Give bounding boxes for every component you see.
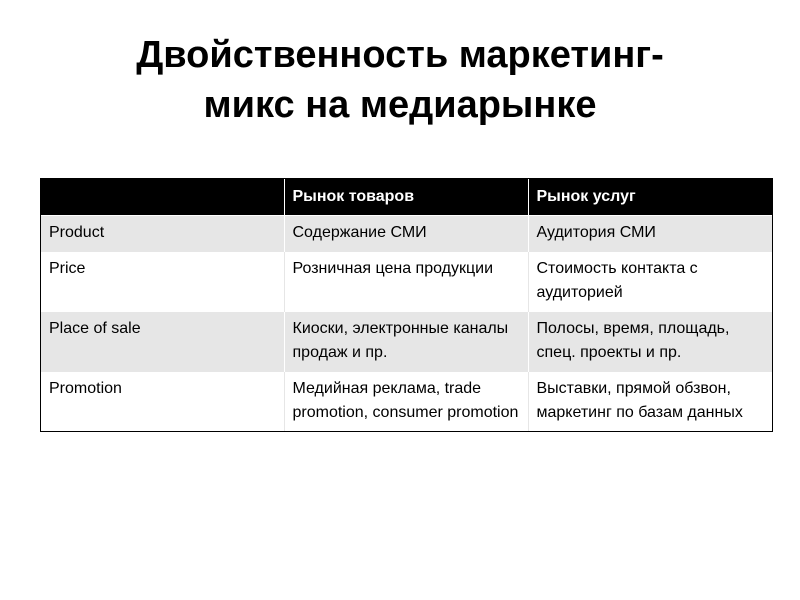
table-row-product — [41, 216, 772, 252]
row-label: Product — [41, 216, 284, 252]
header-goods-market: Рынок товаров — [284, 179, 528, 216]
goods-cell: Содержание СМИ — [284, 216, 528, 252]
services-cell: Стоимость контакта с аудиторией — [528, 252, 772, 312]
goods-cell: Киоски, электронные каналы продаж и пр. — [284, 312, 528, 372]
goods-cell: Розничная цена продукции — [284, 252, 528, 312]
goods-cell: Медийная реклама, trade promotion, consumer promotion — [284, 372, 528, 432]
table-row-promotion — [41, 372, 772, 432]
services-cell: Выставки, прямой обзвон, маркетинг по базам данных — [528, 372, 772, 432]
header-empty — [41, 179, 284, 216]
table-row-place-of-sale — [41, 312, 772, 372]
marketing-mix-table — [40, 178, 773, 432]
services-cell: Аудитория СМИ — [528, 216, 772, 252]
row-label: Promotion — [41, 372, 284, 432]
row-label: Price — [41, 252, 284, 312]
page-title-line-1: Двойственность маркетинг- — [136, 34, 664, 76]
row-label: Place of sale — [41, 312, 284, 372]
table-header-row — [41, 179, 772, 216]
services-cell: Полосы, время, площадь, спец. проекты и пр. — [528, 312, 772, 372]
page-title-line-2: микс на медиарынке — [203, 84, 597, 126]
page-title — [0, 30, 800, 130]
header-services-market: Рынок услуг — [528, 179, 772, 216]
table-row-price — [41, 252, 772, 312]
